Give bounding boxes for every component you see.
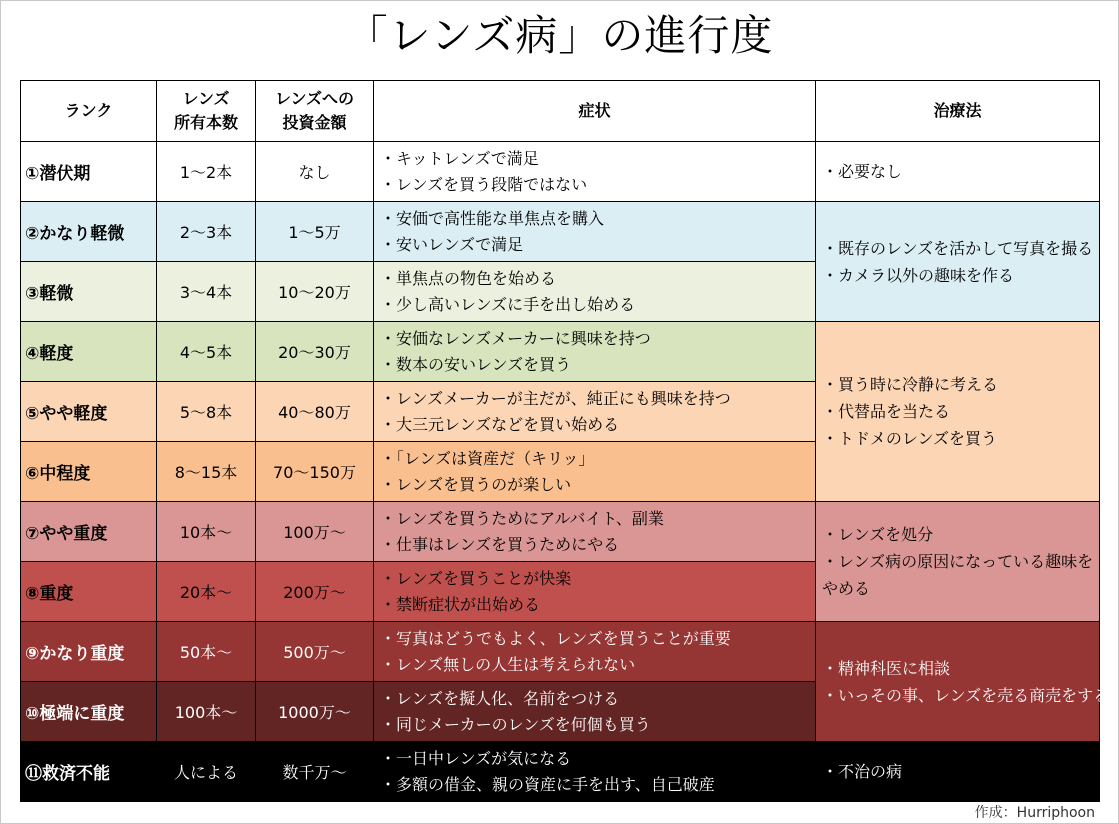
treatment-line: ・レンズを処分: [822, 525, 934, 544]
treatment-line: ・レンズ病の原因になっている趣味を: [822, 552, 1094, 571]
treatment-cell: [816, 202, 1100, 322]
symptom-cell: [374, 202, 816, 262]
treatment-line: ・既存のレンズを活かして写真を撮る: [822, 238, 1094, 258]
investment-cell: 100万～: [256, 502, 374, 562]
header-rank: ランク: [21, 81, 157, 142]
lens-count-cell: 100本～: [157, 682, 256, 742]
header-row: [21, 81, 1100, 142]
investment-cell: 200万～: [256, 562, 374, 622]
header-investment-line2: 投資金額: [282, 113, 347, 132]
symptom-cell: [374, 562, 816, 622]
symptom-cell: [374, 262, 816, 322]
symptom-line: ・安価なレンズメーカーに興味を持つ: [380, 328, 651, 348]
symptom-cell: [374, 442, 816, 502]
table-row: [21, 322, 1100, 382]
investment-cell: 1000万～: [256, 682, 374, 742]
header-symptom: 症状: [374, 81, 816, 142]
treatment-line: ・トドメのレンズを買う: [822, 429, 997, 448]
rank-cell: ①潜伏期: [21, 142, 157, 202]
lens-count-cell: 8～15本: [157, 442, 256, 502]
header-investment-line1: レンズへの: [274, 89, 355, 108]
lens-count-cell: 4～5本: [157, 322, 256, 382]
header-lens-count-line1: レンズ: [182, 89, 230, 108]
treatment-cell: [816, 742, 1100, 802]
symptom-line: ・レンズ無しの人生は考えられない: [380, 654, 636, 674]
symptom-line: ・一日中レンズが気になる: [380, 748, 572, 768]
symptom-line: ・単焦点の物色を始める: [380, 268, 557, 288]
investment-cell: 20～30万: [256, 322, 374, 382]
rank-cell: ⑪救済不能: [21, 742, 157, 802]
table-row: [21, 202, 1100, 262]
symptom-line: ・多額の借金、親の資産に手を出す、自己破産: [380, 774, 715, 794]
symptom-cell: [374, 142, 816, 202]
symptom-line: ・レンズメーカーが主だが、純正にも興味を持つ: [380, 388, 731, 408]
investment-cell: 1～5万: [256, 202, 374, 262]
symptom-line: ・レンズを買う段階ではない: [380, 174, 588, 194]
symptom-line: ・数本の安いレンズを買う: [380, 354, 572, 374]
lens-disease-table: [20, 80, 1110, 802]
page-title: 「レンズ病」の進行度: [345, 11, 774, 60]
symptom-cell: [374, 682, 816, 742]
investment-cell: なし: [256, 142, 374, 202]
treatment-line: ・不治の病: [822, 762, 903, 781]
symptom-cell: [374, 322, 816, 382]
header-lens-count: [157, 81, 256, 142]
investment-cell: 500万～: [256, 622, 374, 682]
treatment-line: ・代替品を当たる: [822, 402, 951, 421]
investment-cell: 70～150万: [256, 442, 374, 502]
lens-count-cell: 20本～: [157, 562, 256, 622]
lens-count-cell: 50本～: [157, 622, 256, 682]
rank-cell: ②かなり軽微: [21, 202, 157, 262]
symptom-cell: [374, 382, 816, 442]
rank-cell: ⑧重度: [21, 562, 157, 622]
rank-cell: ⑩極端に重度: [21, 682, 157, 742]
treatment-cell: [816, 322, 1100, 502]
treatment-cell: [816, 622, 1110, 742]
treatment-line: ・必要なし: [822, 162, 903, 181]
symptom-line: ・レンズを擬人化、名前をつける: [380, 688, 620, 708]
header-treatment: 治療法: [816, 81, 1100, 142]
symptom-line: ・安いレンズで満足: [380, 234, 524, 254]
symptom-line: ・少し高いレンズに手を出し始める: [380, 294, 636, 314]
table-row: [21, 622, 1100, 682]
symptom-line: ・仕事はレンズを買うためにやる: [380, 534, 620, 554]
treatment-cell: [816, 142, 1100, 202]
treatment-line: ・いっその事、レンズを売る商売をする: [822, 685, 1110, 705]
treatment-line: ・買う時に冷静に考える: [822, 375, 999, 394]
lens-count-cell: 10本～: [157, 502, 256, 562]
symptom-line: ・安価で高性能な単焦点を購入: [380, 208, 605, 228]
symptom-line: ・レンズを買うのが楽しい: [380, 474, 572, 494]
lens-count-cell: 人による: [157, 742, 256, 802]
symptom-cell: [374, 742, 816, 802]
header-investment: [256, 81, 374, 142]
treatment-line: やめる: [822, 579, 871, 598]
rank-cell: ⑤やや軽度: [21, 382, 157, 442]
symptom-cell: [374, 622, 816, 682]
symptom-cell: [374, 502, 816, 562]
lens-count-cell: 5～8本: [157, 382, 256, 442]
symptom-line: ・レンズを買うためにアルバイト、副業: [380, 508, 664, 528]
symptom-line: ・「レンズは資産だ（キリッ」: [380, 448, 595, 468]
investment-cell: 数千万～: [256, 742, 374, 802]
symptom-line: ・禁断症状が出始める: [380, 594, 541, 614]
investment-cell: 10～20万: [256, 262, 374, 322]
rank-cell: ④軽度: [21, 322, 157, 382]
rank-cell: ⑥中程度: [21, 442, 157, 502]
table-row: [21, 142, 1100, 202]
treatment-cell: [816, 502, 1100, 622]
table-row: [21, 742, 1100, 802]
header-lens-count-line2: 所有本数: [173, 113, 238, 132]
rank-cell: ⑨かなり重度: [21, 622, 157, 682]
treatment-line: ・精神科医に相談: [822, 658, 951, 678]
lens-count-cell: 3～4本: [157, 262, 256, 322]
symptom-line: ・大三元レンズなどを買い始める: [380, 414, 620, 434]
table-row: [21, 502, 1100, 562]
symptom-line: ・キットレンズで満足: [380, 148, 539, 168]
lens-count-cell: 1～2本: [157, 142, 256, 202]
rank-cell: ③軽微: [21, 262, 157, 322]
treatment-line: ・カメラ以外の趣味を作る: [822, 265, 1015, 285]
symptom-line: ・レンズを買うことが快楽: [380, 568, 572, 588]
symptom-line: ・写真はどうでもよく、レンズを買うことが重要: [380, 628, 731, 648]
investment-cell: 40～80万: [256, 382, 374, 442]
rank-cell: ⑦やや重度: [21, 502, 157, 562]
symptom-line: ・同じメーカーのレンズを何個も買う: [380, 714, 651, 734]
lens-count-cell: 2～3本: [157, 202, 256, 262]
author-credit: 作成：Hurriphoon: [974, 805, 1095, 821]
